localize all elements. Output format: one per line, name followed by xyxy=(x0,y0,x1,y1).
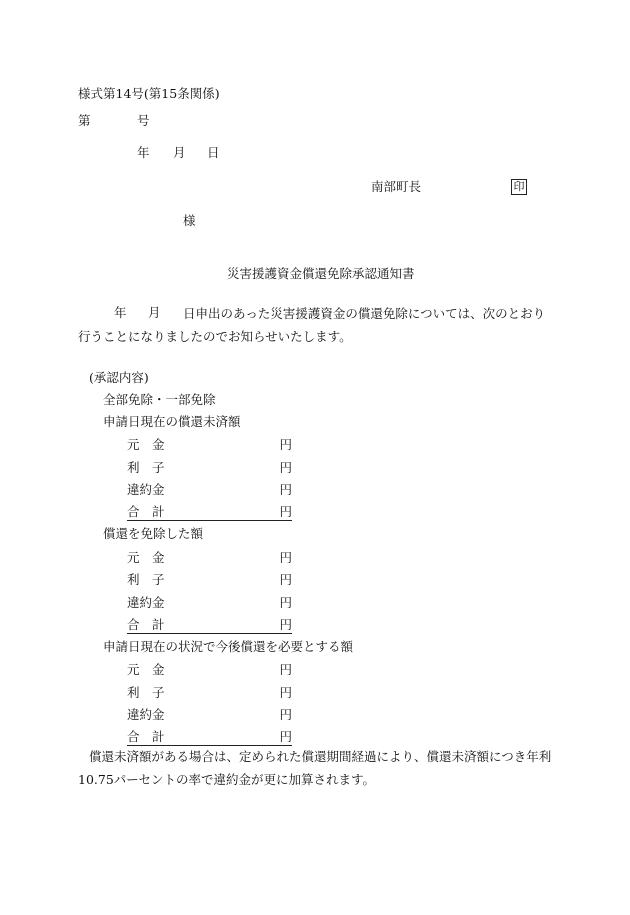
row-label: 元 金 xyxy=(127,550,165,565)
amount-row xyxy=(127,596,292,610)
doc-number-dai: 第 xyxy=(78,113,91,128)
row-label: 合 計 xyxy=(127,617,165,632)
yen-unit: 円 xyxy=(279,460,292,475)
yen-unit: 円 xyxy=(279,482,292,497)
amount-row xyxy=(127,686,292,700)
total-row xyxy=(127,505,292,521)
section-heading: 償還を免除した額 xyxy=(103,526,204,541)
row-label: 合 計 xyxy=(127,729,165,744)
document-title: 災害援護資金償還免除承認通知書 xyxy=(227,266,415,281)
intro-month: 月 xyxy=(148,305,161,320)
amount-row xyxy=(127,573,292,587)
yen-unit: 円 xyxy=(279,437,292,452)
row-label: 違約金 xyxy=(127,595,165,610)
date-day: 日 xyxy=(207,145,220,160)
row-label: 利 子 xyxy=(127,685,165,700)
yen-unit: 円 xyxy=(279,662,292,677)
amount-row xyxy=(127,461,292,475)
date-month: 月 xyxy=(173,145,186,160)
row-label: 元 金 xyxy=(127,662,165,677)
intro-year: 年 xyxy=(114,305,127,320)
row-label: 合 計 xyxy=(127,504,165,519)
row-label: 元 金 xyxy=(127,437,165,452)
amount-row xyxy=(127,708,292,722)
yen-unit: 円 xyxy=(279,617,292,632)
yen-unit: 円 xyxy=(279,504,292,519)
approval-heading: (承認内容) xyxy=(89,370,149,385)
row-label: 利 子 xyxy=(127,572,165,587)
yen-unit: 円 xyxy=(279,550,292,565)
yen-unit: 円 xyxy=(279,685,292,700)
yen-unit: 円 xyxy=(279,595,292,610)
yen-unit: 円 xyxy=(279,729,292,744)
approval-type: 全部免除・一部免除 xyxy=(103,392,216,407)
form-number: 様式第14号(第15条関係) xyxy=(78,86,220,101)
yen-unit: 円 xyxy=(279,707,292,722)
amount-row xyxy=(127,438,292,452)
row-label: 違約金 xyxy=(127,707,165,722)
amount-row xyxy=(127,483,292,497)
row-label: 違約金 xyxy=(127,482,165,497)
issuer-name: 南部町長 xyxy=(371,179,422,194)
date-year: 年 xyxy=(137,145,150,160)
section-heading: 申請日現在の状況で今後償還を必要とする額 xyxy=(103,639,354,654)
total-row xyxy=(127,618,292,634)
intro-text: 日申出のあった災害援護資金の償還免除については、次のとおり行うことになりましたのでお知らせいたします。 xyxy=(78,306,546,344)
amount-row xyxy=(127,663,292,677)
penalty-note: 償還未済額がある場合は、定められた償還期間経過により、償還未済額につき年利10.75パーセントの率で違約金が更に加算されます。 xyxy=(78,749,552,787)
total-row xyxy=(127,730,292,746)
yen-unit: 円 xyxy=(279,572,292,587)
seal-mark: 印 xyxy=(511,179,527,195)
amount-row xyxy=(127,551,292,565)
recipient-suffix: 様 xyxy=(183,213,196,228)
row-label: 利 子 xyxy=(127,460,165,475)
section-heading: 申請日現在の償還未済額 xyxy=(103,414,241,429)
doc-number-go: 号 xyxy=(137,113,150,128)
